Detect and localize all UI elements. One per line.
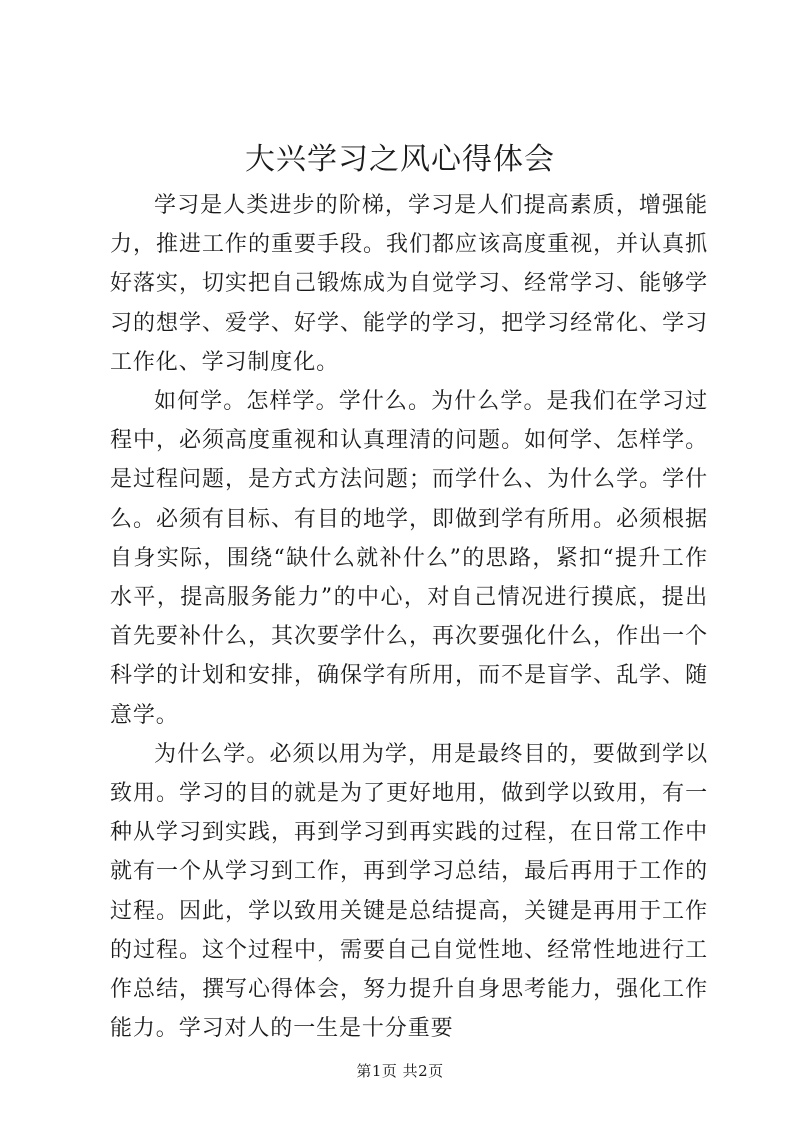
paragraph-1: 学习是人类进步的阶梯，学习是人们提高素质，增强能力，推进工作的重要手段。我们都应该高度重视，并认真抓好落实，切实把自己锻炼成为自觉学习、经常学习、能够学习的想学、爱学、好学、能学的学习，把学习经常化、学习工作化、学习制度化。	[110, 193, 708, 375]
page-footer: 第1页 共2页	[356, 1062, 444, 1080]
paragraph-2: 如何学。怎样学。学什么。为什么学。是我们在学习过程中，必须高度重视和认真理清的问题。如何学、怎样学。是过程问题，是方式方法问题；而学什么、为什么学。学什么。必须有目标、有目的地学，即做到学有所用。必须根据自身实际，围绕“缺什么就补什么”的思路，紧扣“提升工作水平，提高服务能力”的中心，对自己情况进行摸底，提出首先要补什么，其次要学什么，再次要强化什么，作出一个科学的计划和安排，确保学有所用，而不是盲学、乱学、随意学。	[110, 389, 708, 728]
document-body	[110, 186, 708, 1048]
paragraph-3: 为什么学。必须以用为学，用是最终目的，要做到学以致用。学习的目的就是为了更好地用，做到学以致用，有一种从学习到实践，再到学习到再实践的过程，在日常工作中就有一个从学习到工作，再到学习总结，最后再用于工作的过程。因此，学以致用关键是总结提高，关键是再用于工作的过程。这个过程中，需要自己自觉性地、经常性地进行工作总结，撰写心得体会，努力提升自身思考能力，强化工作能力。学习对人的一生是十分重要	[110, 741, 708, 1042]
document-title: 大兴学习之风心得体会	[245, 142, 555, 177]
